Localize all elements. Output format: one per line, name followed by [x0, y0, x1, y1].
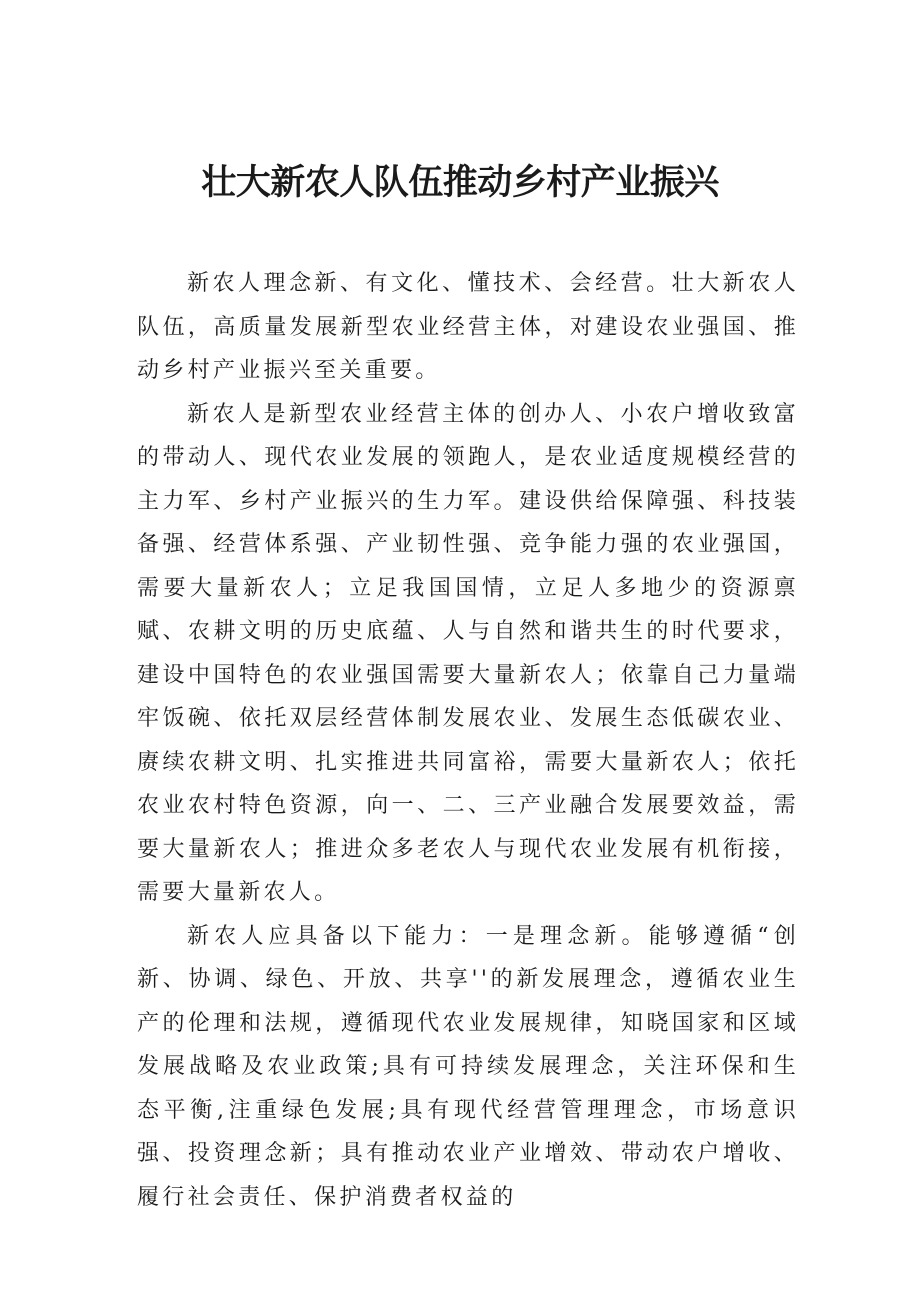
- document-body: [137, 262, 799, 1219]
- paragraph-abilities: 新农人应具备以下能力：一是理念新。能够遵循“创新、协调、绿色、开放、共享''的新发展理念，遵循农业生产的伦理和法规，遵循现代农业发展规律，知晓国家和区域发展战略及农业政策;具有可持续发展理念，关注环保和生态平衡,注重绿色发展;具有现代经营管理理念，市场意识强、投资理念新；具有推动农业产业增效、带动农户增收、履行社会责任、保护消费者权益的: [137, 923, 799, 1210]
- paragraph-intro: 新农人理念新、有文化、懂技术、会经营。壮大新农人队伍，高质量发展新型农业经营主体，对建设农业强国、推动乡村产业振兴至关重要。: [137, 271, 799, 383]
- paragraph-role: 新农人是新型农业经营主体的创办人、小农户增收致富的带动人、现代农业发展的领跑人，是农业适度规模经营的主力军、乡村产业振兴的生力军。建设供给保障强、科技装备强、经营体系强、产业韧性强、竞争能力强的农业强国，需要大量新农人；立足我国国情，立足人多地少的资源禀赋、农耕文明的历史底蕴、人与自然和谐共生的时代要求，建设中国特色的农业强国需要大量新农人；依靠自己力量端牢饭碗、依托双层经营体制发展农业、发展生态低碳农业、赓续农耕文明、扎实推进共同富裕，需要大量新农人；依托农业农村特色资源，向一、二、三产业融合发展要效益，需要大量新农人；推进众多老农人与现代农业发展有机衔接，需要大量新农人。: [137, 401, 799, 905]
- document-title: 壮大新农人队伍推动乡村产业振兴: [201, 163, 719, 203]
